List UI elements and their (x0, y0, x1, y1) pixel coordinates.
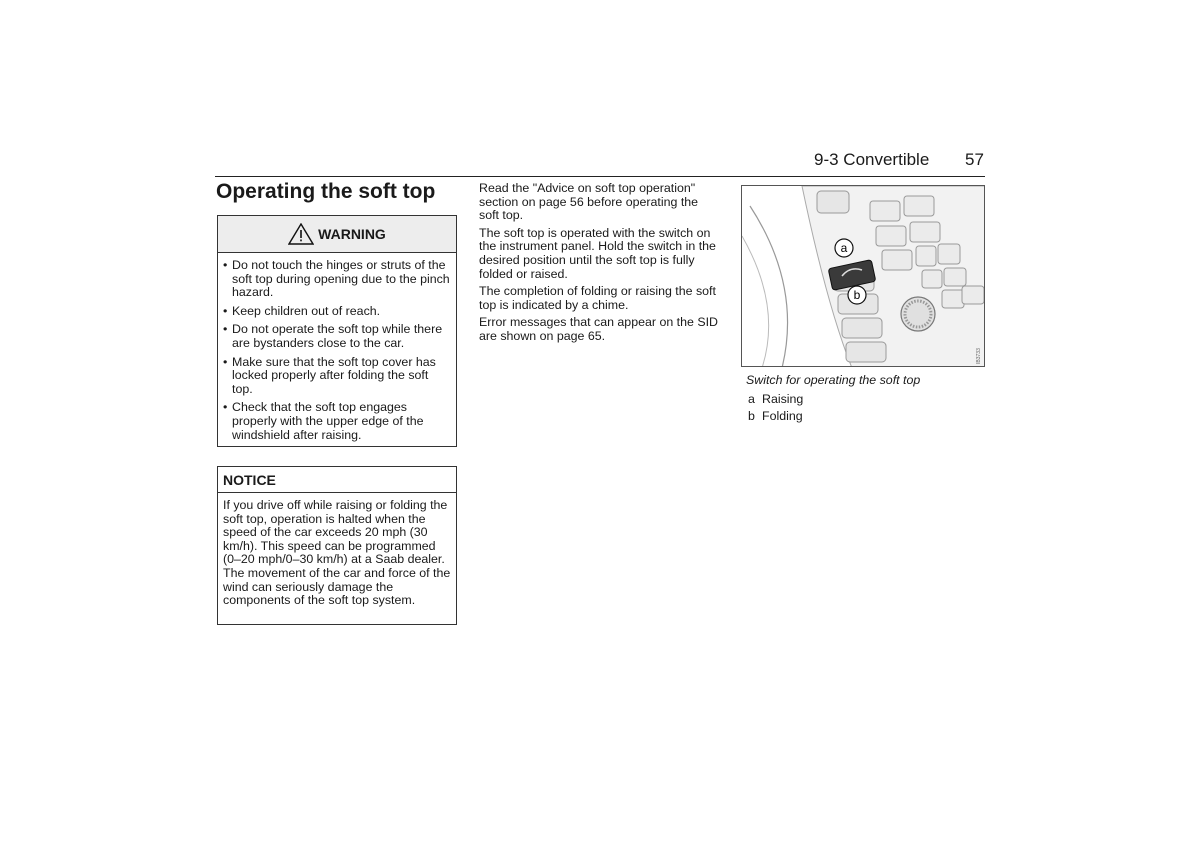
section-title: Operating the soft top (216, 180, 436, 203)
body-text (479, 182, 721, 348)
warning-item: • Make sure that the soft top cover has locked properly after folding the soft top. (232, 356, 450, 397)
image-code: IB3733 (976, 348, 982, 364)
page-number: 57 (965, 150, 984, 169)
figure-caption: Switch for operating the soft top (746, 373, 921, 387)
notice-box (217, 466, 457, 625)
body-paragraph: Error messages that can appear on the SID are shown on page 65. (479, 315, 718, 343)
legend-label: Folding (762, 409, 803, 423)
body-paragraph: The soft top is operated with the switch on the instrument panel. Hold the switch in the desired position until the soft top is fully folded or raised. (479, 225, 716, 281)
legend-label: Raising (762, 392, 804, 406)
notice-text: If you drive off while raising or folding the soft top, operation is halted when the speed of the car exceeds 20 mph (30 km/h). This speed can be programmed (0–20 mph/0–30 km/h) at a Saab dealer. The movement of the car and force of the wind can seriously damage the components of the soft top system. (223, 498, 451, 608)
legend-key: b (748, 409, 755, 423)
warning-item: • Keep children out of reach. (232, 305, 450, 319)
header-rule (215, 176, 985, 177)
running-header-title: 9-3 Convertible (814, 150, 930, 169)
warning-item: • Do not operate the soft top while there are bystanders close to the car. (232, 323, 450, 350)
notice-header: NOTICE (218, 467, 456, 493)
figure-illustration (741, 185, 985, 367)
legend-item (748, 392, 803, 406)
legend-item (748, 409, 803, 423)
callout-b: b (853, 288, 861, 302)
legend-key: a (748, 392, 755, 406)
warning-list (218, 253, 456, 442)
warning-box (217, 215, 457, 447)
warning-item: • Do not touch the hinges or struts of the soft top during opening due to the pinch hazard. (232, 259, 450, 300)
body-paragraph: The completion of folding or raising the soft top is indicated by a chime. (479, 284, 716, 312)
callout-a: a (840, 241, 848, 255)
warning-item: • Check that the soft top engages properly with the upper edge of the windshield after raising. (232, 401, 450, 442)
soft-top-switch-illustration (742, 186, 985, 367)
warning-triangle-icon (288, 223, 314, 245)
body-paragraph: Read the "Advice on soft top operation" section on page 56 before operating the soft top. (479, 181, 699, 223)
warning-header (218, 216, 456, 253)
warning-label: WARNING (318, 226, 386, 242)
